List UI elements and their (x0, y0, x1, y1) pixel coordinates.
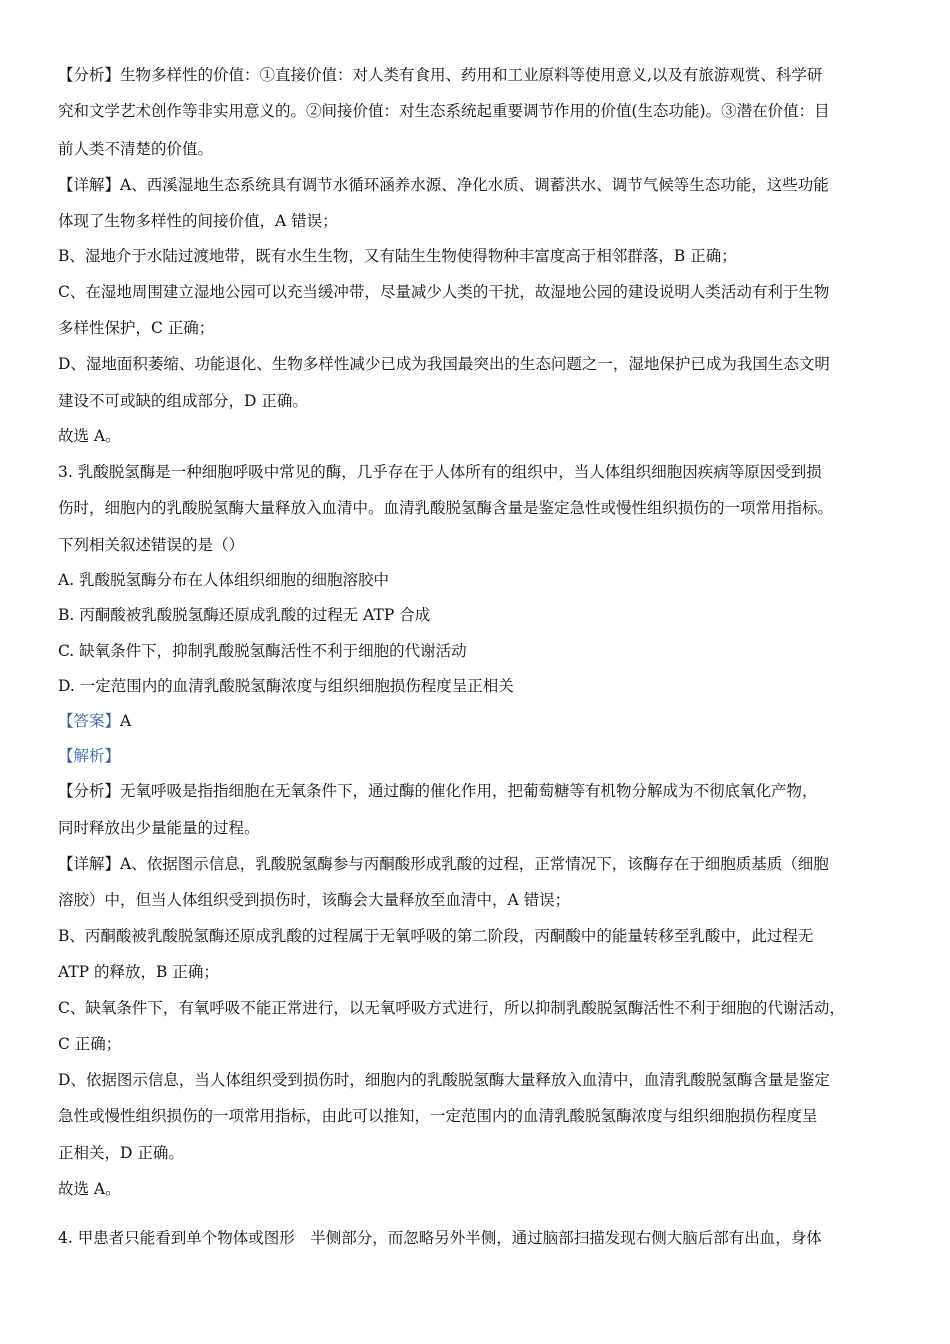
option-d: D. 一定范围内的血清乳酸脱氢酶浓度与组织细胞损伤程度呈正相关 (58, 677, 514, 695)
analysis-label: 【解析】 (58, 747, 121, 765)
text-line: ATP 的释放，B 正确； (58, 963, 219, 981)
text-line: D、依据图示信息，当人体组织受到损伤时，细胞内的乳酸脱氢酶大量释放入血清中，血清乳酸脱氢酶含量是鉴定 (58, 1071, 830, 1089)
answer-line (58, 710, 131, 732)
text-line: 体现了生物多样性的间接价值，A 错误； (58, 212, 338, 230)
question-3-stem: 伤时，细胞内的乳酸脱氢酶大量释放入血清中。血清乳酸脱氢酶含量是鉴定急性或慢性组织损伤的一项常用指标。 (58, 499, 834, 517)
question-3-stem: 下列相关叙述错误的是（） (58, 536, 245, 554)
text-line: 正相关，D 正确。 (58, 1144, 184, 1162)
text-line: 同时释放出少量能量的过程。 (58, 819, 260, 837)
text-line: 究和文学艺术创作等非实用意义的。②间接价值：对生态系统起重要调节作用的价值(生态功能)。③潜在价值：目 (58, 102, 830, 120)
question-4-stem: 4. 甲患者只能看到单个物体或图形 半侧部分，而忽略另外半侧，通过脑部扫描发现右侧大脑后部有出血，身体 (58, 1229, 822, 1247)
option-c: C. 缺氧条件下，抑制乳酸脱氢酶活性不利于细胞的代谢活动 (58, 642, 467, 660)
text-line: 建设不可或缺的组成部分，D 正确。 (58, 392, 308, 410)
text-line: 【详解】A、依据图示信息，乳酸脱氢酶参与丙酮酸形成乳酸的过程，正常情况下，该酶存在于细胞质基质（细胞 (58, 855, 829, 873)
text-line: 溶胶）中，但当人体组织受到损伤时，该酶会大量释放至血清中，A 错误； (58, 891, 571, 909)
question-3-stem: 3. 乳酸脱氢酶是一种细胞呼吸中常见的酶，几乎存在于人体所有的组织中，当人体组织细胞因疾病等原因受到损 (58, 463, 822, 481)
analysis-heading (58, 745, 120, 767)
text-line: 急性或慢性组织损伤的一项常用指标，由此可以推知，一定范围内的血清乳酸脱氢酶浓度与组织细胞损伤程度呈 (58, 1107, 818, 1125)
text-line: 【详解】A、西溪湿地生态系统具有调节水循环涵养水源、净化水质、调蓄洪水、调节气候等生态功能，这些功能 (58, 176, 829, 194)
text-line: 故选 A。 (58, 1180, 121, 1198)
text-line: 多样性保护，C 正确； (58, 319, 215, 337)
answer-label: 【答案】 (58, 712, 121, 730)
text-line: 故选 A。 (58, 427, 121, 445)
text-line: B、湿地介于水陆过渡地带，既有水生生物，又有陆生生物使得物种丰富度高于相邻群落，B 正确； (58, 247, 737, 265)
text-line: C、在湿地周围建立湿地公园可以充当缓冲带，尽量减少人类的干扰，故湿地公园的建设说明人类活动有利于生物 (58, 283, 830, 301)
answer-value: A (120, 712, 132, 730)
text-line: 【分析】无氧呼吸是指指细胞在无氧条件下，通过酶的催化作用，把葡萄糖等有机物分解成为不彻底氧化产物， (58, 782, 818, 800)
option-a: A. 乳酸脱氢酶分布在人体组织细胞的细胞溶胶中 (58, 571, 390, 589)
option-b: B. 丙酮酸被乳酸脱氢酶还原成乳酸的过程无 ATP 合成 (58, 606, 431, 624)
text-line: D、湿地面积萎缩、功能退化、生物多样性减少已成为我国最突出的生态问题之一，湿地保护已成为我国生态文明 (58, 355, 830, 373)
text-line: 【分析】生物多样性的价值：①直接价值：对人类有食用、药用和工业原料等使用意义,以及有旅游观赏、科学研 (58, 66, 823, 84)
text-line: 前人类不清楚的价值。 (58, 140, 214, 158)
text-line: C 正确； (58, 1035, 122, 1053)
text-line: B、丙酮酸被乳酸脱氢酶还原成乳酸的过程属于无氧呼吸的第二阶段，丙酮酸中的能量转移至乳酸中，此过程无 (58, 927, 814, 945)
text-line: C、缺氧条件下，有氧呼吸不能正常进行，以无氧呼吸方式进行，所以抑制乳酸脱氢酶活性不利于细胞的代谢活动， (58, 999, 845, 1017)
